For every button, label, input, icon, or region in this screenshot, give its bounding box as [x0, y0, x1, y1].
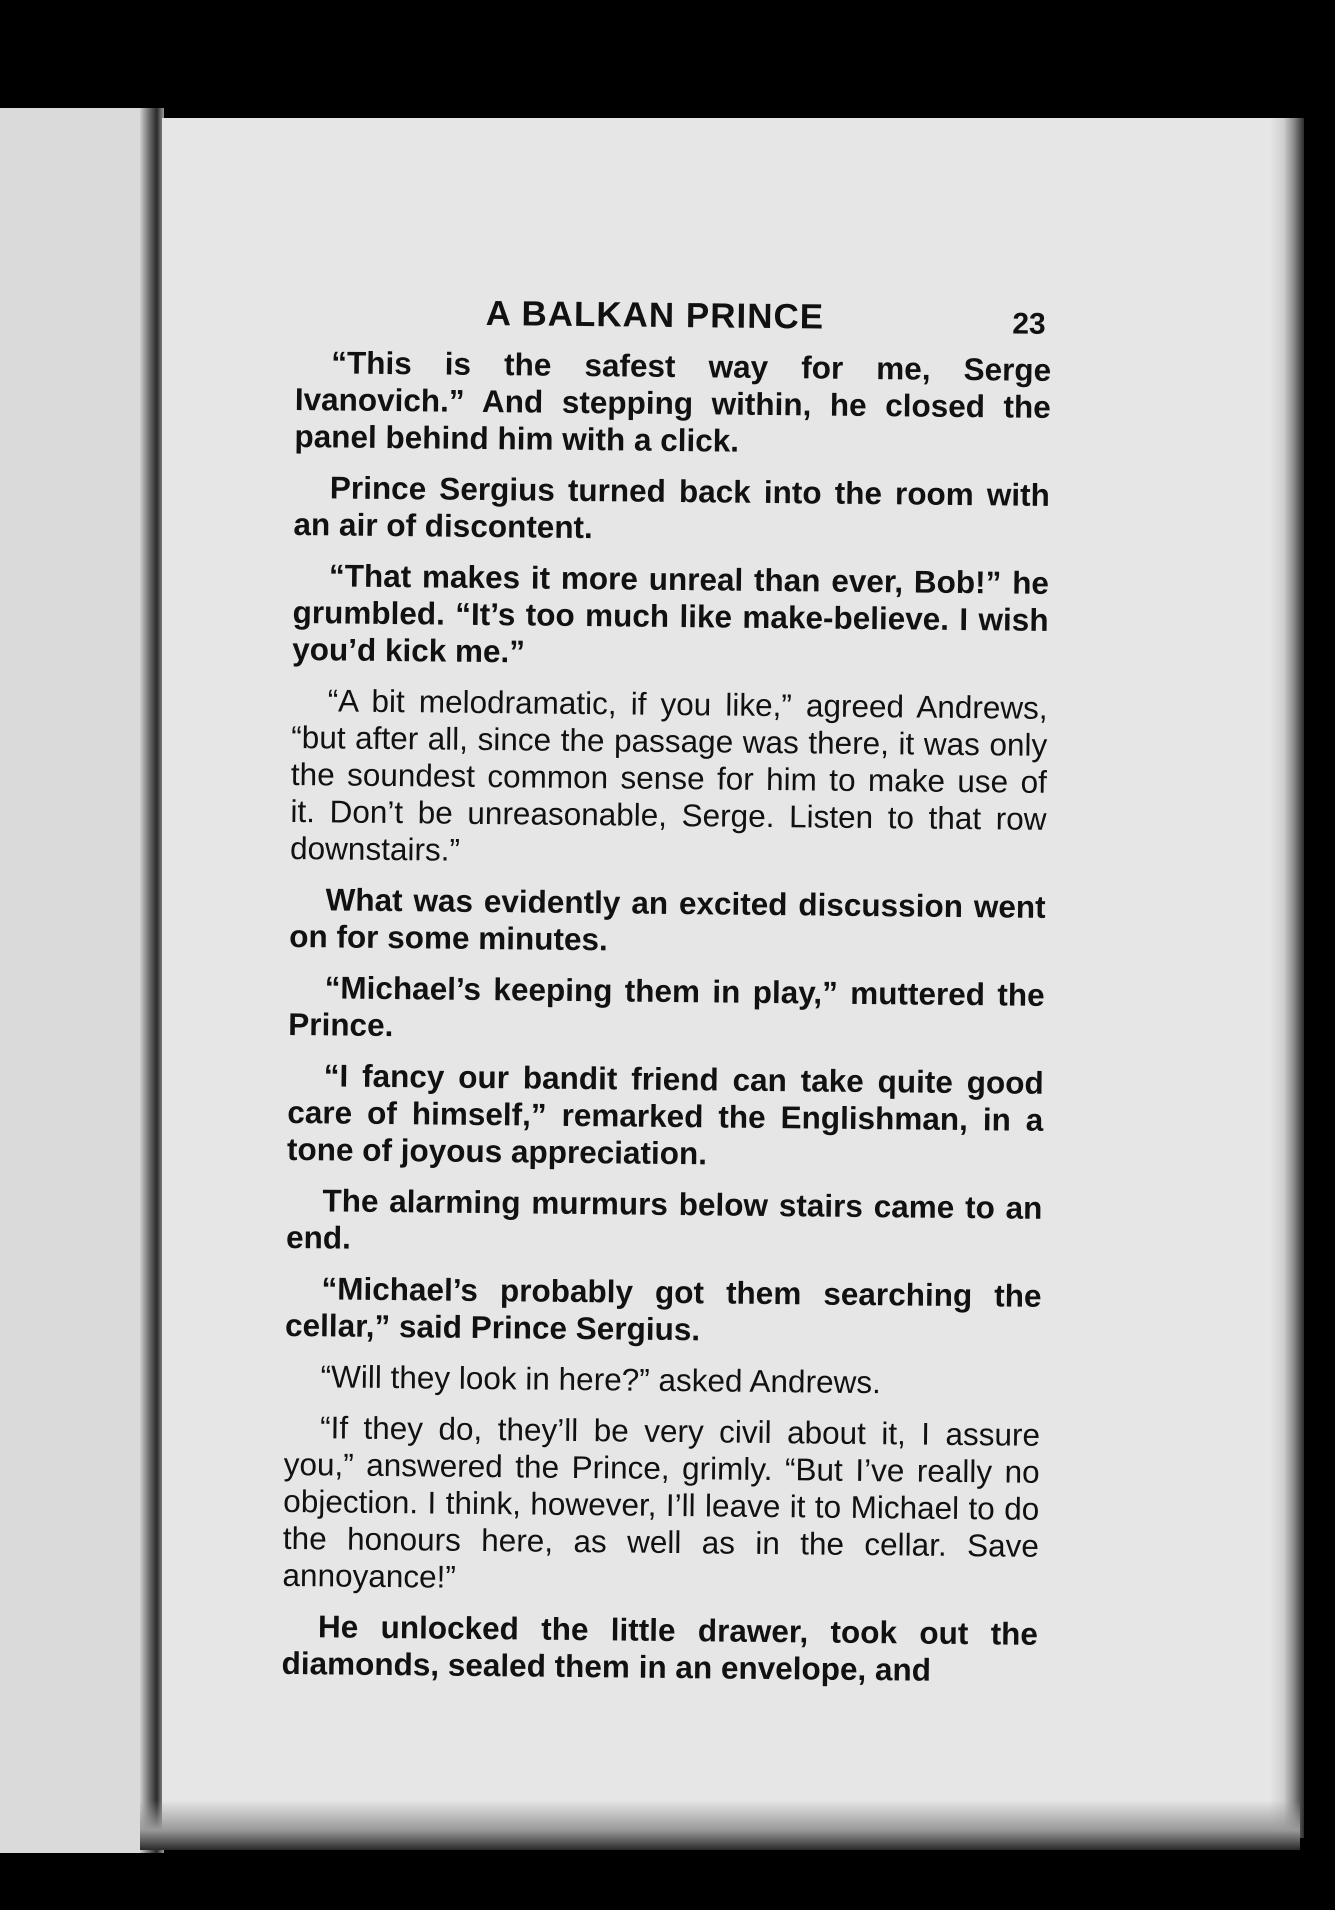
paragraph: He unlocked the little drawer, took out the diamonds, sealed them in an envelope, and	[281, 1608, 1039, 1688]
running-head: A BALKAN PRINCE	[485, 293, 825, 337]
paragraph: “Michael’s probably got them searching the cellar,” said Prince Sergius.	[284, 1270, 1042, 1348]
left-page	[0, 108, 158, 1853]
page-text	[281, 288, 1052, 1704]
paragraph: “If they do, they’ll be very civil about it, I assure you,” answered the Prince, grimly. “But I’ve really no objection. I think, however, I’ll leave it to Michael to do the honours here, as well as in the cellar. Save annoyance!”	[282, 1409, 1041, 1595]
paragraph: “That makes it more unreal than ever, Bob!” he grumbled. “It’s too much like make-believe. I wish you’d kick me.”	[292, 557, 1050, 670]
paragraph: The alarming murmurs below stairs came to an end.	[285, 1182, 1043, 1256]
paragraph: “A bit melodramatic, if you like,” agreed Andrews, “but after all, since the passage was there, it was only the soundest common sense for him to make use of it. Don’t be unreasonable, Serge. Listen to that row downstairs.”	[289, 682, 1048, 868]
paragraph: “I fancy our bandit friend can take quite good care of himself,” remarked the Englishman, in a tone of joyous appreciation.	[286, 1057, 1044, 1172]
page-number: 23	[1012, 307, 1046, 341]
paragraph: Prince Sergius turned back into the room with an air of discontent.	[293, 469, 1051, 546]
book-spine-shadow	[140, 108, 164, 1853]
paragraph: “This is the safest way for me, Serge Ivanovich.” And stepping within, he closed the panel behind him with a click.	[294, 344, 1052, 459]
bottom-page-shadow	[140, 1800, 1300, 1850]
page-edge-shadow	[1270, 118, 1304, 1838]
paragraph: “Will they look in here?” asked Andrews.	[320, 1358, 882, 1401]
paragraph: What was evidently an excited discussion went on for some minutes.	[289, 881, 1046, 958]
page-header	[295, 288, 1051, 346]
paragraph: “Michael’s keeping them in play,” muttered the Prince.	[288, 969, 1045, 1044]
